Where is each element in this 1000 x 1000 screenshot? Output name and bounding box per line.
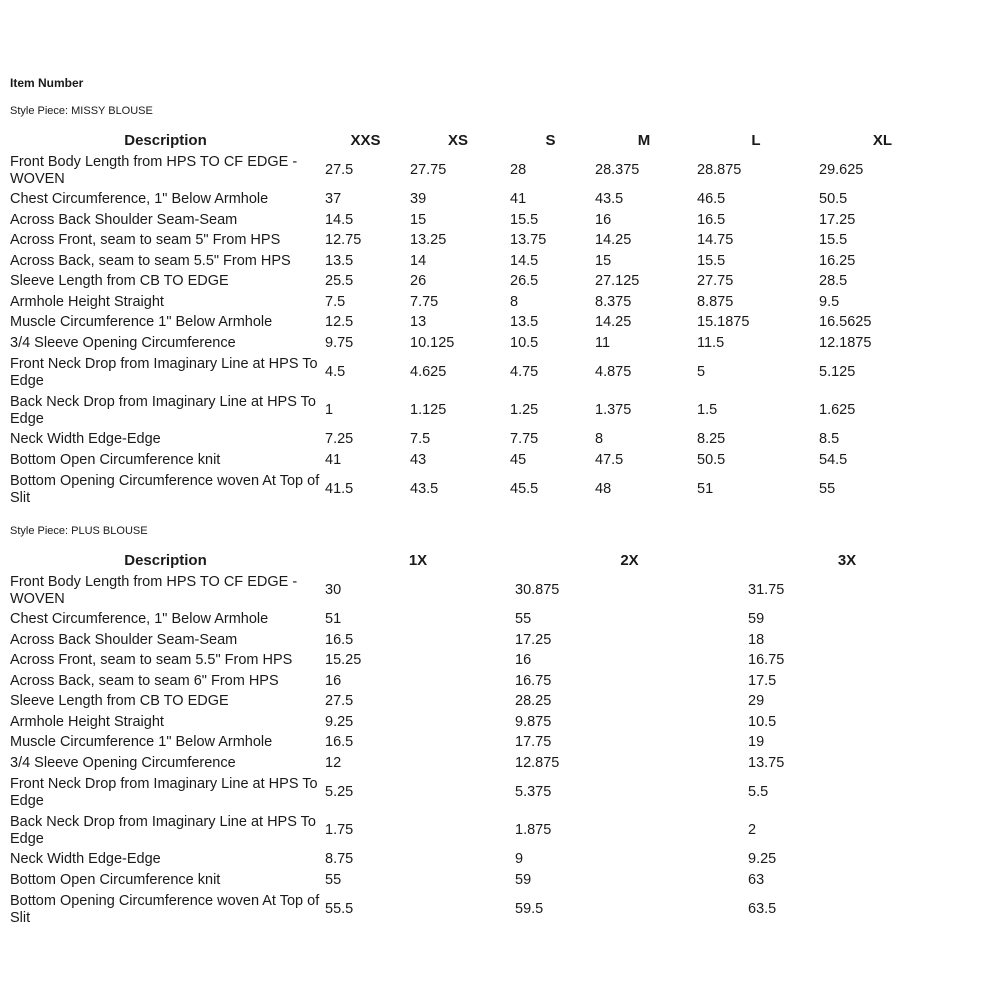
measurement-description: Sleeve Length from CB TO EDGE	[10, 693, 229, 710]
table-row	[8, 850, 948, 871]
plus-style-piece-label: Style Piece: PLUS BLOUSE	[10, 525, 148, 537]
measurement-value: 48	[595, 481, 612, 497]
plus-spec-table	[8, 548, 948, 929]
measurement-value: 7.25	[325, 431, 354, 448]
measurement-value: 5.125	[819, 364, 856, 380]
table-row	[8, 392, 948, 430]
measurement-value: 9	[515, 851, 524, 868]
table-row	[8, 610, 948, 631]
measurement-value: 1.125	[410, 402, 447, 418]
measurement-value: 28.875	[697, 162, 742, 178]
measurement-description: Bottom Opening Circumference woven At Top of Slit	[10, 892, 320, 926]
measurement-value: 43	[410, 451, 427, 468]
plus-table-body	[8, 572, 948, 929]
measurement-value: 28	[510, 162, 527, 178]
measurement-value: 13.25	[410, 232, 447, 249]
table-row	[8, 334, 948, 355]
measurement-value: 10.5	[748, 713, 777, 730]
measurement-value: 1.625	[819, 402, 856, 418]
table-row	[8, 812, 948, 850]
measurement-value: 1.875	[515, 822, 552, 838]
measurement-value: 4.75	[510, 364, 539, 380]
measurement-value: 14.5	[510, 252, 539, 269]
measurement-value: 1.25	[510, 402, 539, 418]
column-header-size: XXS	[350, 131, 381, 149]
measurement-value: 11.5	[697, 334, 725, 351]
measurement-value: 15.5	[510, 211, 539, 228]
measurement-value: 30.875	[515, 582, 560, 598]
measurement-value: 8.25	[697, 431, 726, 448]
measurement-description: Across Back Shoulder Seam-Seam	[10, 631, 238, 648]
measurement-value: 15.1875	[697, 314, 750, 331]
measurement-value: 41	[510, 191, 527, 208]
table-row	[8, 252, 948, 273]
column-header-size: M	[637, 131, 651, 149]
table-row	[8, 672, 948, 693]
measurement-value: 12.875	[515, 754, 560, 771]
measurement-value: 1.375	[595, 402, 632, 418]
measurement-value: 16.75	[515, 672, 552, 689]
measurement-description: Back Neck Drop from Imaginary Line at HPS To Edge	[10, 393, 316, 427]
measurement-value: 16	[595, 211, 612, 228]
missy-style-piece-label: Style Piece: MISSY BLOUSE	[10, 105, 153, 117]
missy-spec-table	[8, 128, 948, 509]
measurement-value: 5.25	[325, 784, 354, 800]
measurement-value: 17.25	[515, 631, 552, 648]
measurement-value: 1	[325, 402, 334, 418]
measurement-description: 3/4 Sleeve Opening Circumference	[10, 754, 236, 771]
column-header-size: XL	[872, 131, 893, 149]
measurement-description: Chest Circumference, 1" Below Armhole	[10, 191, 269, 208]
measurement-value: 14.25	[595, 314, 632, 331]
measurement-value: 15.5	[819, 232, 848, 249]
measurement-value: 45.5	[510, 481, 539, 497]
measurement-value: 13.5	[325, 252, 354, 269]
measurement-value: 14	[410, 252, 427, 269]
measurement-value: 15	[410, 211, 427, 228]
measurement-value: 5.5	[748, 784, 769, 800]
measurement-value: 14.5	[325, 211, 354, 228]
measurement-value: 9.5	[819, 293, 840, 310]
measurement-value: 9.25	[748, 851, 777, 868]
measurement-description: Across Back, seam to seam 5.5" From HPS	[10, 252, 291, 269]
measurement-value: 46.5	[697, 191, 726, 208]
table-row	[8, 692, 948, 713]
measurement-description: Muscle Circumference 1" Below Armhole	[10, 734, 273, 751]
measurement-value: 1.75	[325, 822, 354, 838]
table-row	[8, 272, 948, 293]
measurement-value: 5.375	[515, 784, 552, 800]
measurement-value: 27.125	[595, 273, 640, 290]
column-header-description: Description	[124, 131, 207, 149]
measurement-value: 15	[595, 252, 612, 269]
measurement-value: 28.5	[819, 273, 848, 290]
measurement-value: 63.5	[748, 901, 777, 917]
column-header-size: S	[545, 131, 556, 149]
table-row	[8, 733, 948, 754]
measurement-value: 28.25	[515, 693, 552, 710]
measurement-value: 7.75	[510, 431, 539, 448]
measurement-value: 37	[325, 191, 342, 208]
table-row	[8, 754, 948, 775]
measurement-description: Neck Width Edge-Edge	[10, 851, 161, 868]
table-row	[8, 713, 948, 734]
measurement-value: 17.5	[748, 672, 777, 689]
measurement-value: 55.5	[325, 901, 354, 917]
measurement-value: 27.5	[325, 693, 354, 710]
measurement-value: 47.5	[595, 451, 624, 468]
measurement-value: 19	[748, 734, 765, 751]
measurement-value: 16.5625	[819, 314, 872, 331]
table-row	[8, 471, 948, 509]
measurement-value: 9.875	[515, 713, 552, 730]
measurement-value: 27.5	[325, 162, 354, 178]
measurement-value: 16.5	[325, 734, 354, 751]
measurement-value: 8.75	[325, 851, 354, 868]
column-header-size: 2X	[620, 551, 639, 569]
measurement-description: Chest Circumference, 1" Below Armhole	[10, 611, 269, 628]
measurement-value: 12.75	[325, 232, 362, 249]
measurement-value: 59	[515, 871, 532, 888]
measurement-value: 7.75	[410, 293, 439, 310]
measurement-value: 54.5	[819, 451, 848, 468]
measurement-value: 41	[325, 451, 342, 468]
measurement-value: 59	[748, 611, 765, 628]
measurement-value: 55	[515, 611, 532, 628]
measurement-value: 14.75	[697, 232, 734, 249]
measurement-value: 13	[410, 314, 427, 331]
measurement-value: 51	[697, 481, 714, 497]
column-header-description: Description	[124, 551, 207, 569]
measurement-value: 7.5	[410, 431, 431, 448]
measurement-value: 59.5	[515, 901, 544, 917]
item-number-label: Item Number	[10, 76, 84, 90]
measurement-description: Bottom Open Circumference knit	[10, 451, 221, 468]
plus-header-row	[8, 548, 948, 572]
measurement-value: 41.5	[325, 481, 354, 497]
table-row	[8, 211, 948, 232]
measurement-value: 9.25	[325, 713, 354, 730]
measurement-description: Muscle Circumference 1" Below Armhole	[10, 314, 273, 331]
measurement-value: 15.5	[697, 252, 726, 269]
table-row	[8, 293, 948, 314]
measurement-value: 8.5	[819, 431, 840, 448]
measurement-value: 8.875	[697, 293, 734, 310]
measurement-value: 12.5	[325, 314, 354, 331]
measurement-value: 15.25	[325, 652, 362, 669]
measurement-description: 3/4 Sleeve Opening Circumference	[10, 334, 236, 351]
measurement-value: 27.75	[697, 273, 734, 290]
table-row	[8, 190, 948, 211]
measurement-description: Across Back Shoulder Seam-Seam	[10, 211, 238, 228]
measurement-description: Neck Width Edge-Edge	[10, 431, 161, 448]
column-header-size: L	[751, 131, 761, 149]
table-row	[8, 572, 948, 610]
measurement-description: Across Front, seam to seam 5.5" From HPS	[10, 652, 293, 669]
measurement-value: 55	[325, 871, 342, 888]
measurement-value: 12.1875	[819, 334, 872, 351]
measurement-value: 14.25	[595, 232, 632, 249]
missy-header-row	[8, 128, 948, 152]
measurement-value: 45	[510, 451, 527, 468]
measurement-description: Back Neck Drop from Imaginary Line at HPS To Edge	[10, 813, 316, 847]
measurement-value: 5	[697, 364, 706, 380]
table-row	[8, 631, 948, 652]
measurement-description: Front Body Length from HPS TO CF EDGE - WOVEN	[10, 573, 298, 607]
measurement-value: 29.625	[819, 162, 864, 178]
table-row	[8, 871, 948, 892]
table-row	[8, 891, 948, 929]
measurement-value: 51	[325, 611, 342, 628]
column-header-size: XS	[447, 131, 468, 149]
measurement-description: Across Front, seam to seam 5" From HPS	[10, 232, 281, 249]
measurement-value: 18	[748, 631, 765, 648]
column-header-size: 1X	[408, 551, 428, 569]
table-row	[8, 231, 948, 252]
table-row	[8, 430, 948, 451]
measurement-value: 13.5	[510, 314, 539, 331]
measurement-value: 9.75	[325, 334, 354, 351]
measurement-value: 26	[410, 273, 427, 290]
measurement-value: 17.75	[515, 734, 552, 751]
table-row	[8, 152, 948, 190]
measurement-value: 16	[515, 652, 532, 669]
measurement-value: 17.25	[819, 211, 856, 228]
table-row	[8, 451, 948, 472]
measurement-value: 10.125	[410, 334, 455, 351]
measurement-value: 13.75	[510, 232, 547, 249]
column-header-size: 3X	[837, 551, 857, 569]
measurement-description: Armhole Height Straight	[10, 293, 164, 310]
measurement-description: Front Body Length from HPS TO CF EDGE - WOVEN	[10, 153, 298, 187]
measurement-description: Front Neck Drop from Imaginary Line at HPS To Edge	[10, 355, 318, 389]
measurement-description: Armhole Height Straight	[10, 713, 164, 730]
measurement-value: 29	[748, 693, 765, 710]
measurement-value: 16.25	[819, 252, 856, 269]
measurement-value: 39	[410, 191, 427, 208]
table-row	[8, 651, 948, 672]
measurement-value: 10.5	[510, 334, 539, 351]
measurement-value: 55	[819, 481, 836, 497]
table-row	[8, 774, 948, 812]
measurement-value: 4.875	[595, 364, 632, 380]
measurement-value: 50.5	[819, 191, 848, 208]
measurement-value: 8	[510, 293, 519, 310]
measurement-value: 4.625	[410, 364, 447, 380]
measurement-value: 1.5	[697, 402, 718, 418]
measurement-value: 63	[748, 871, 765, 888]
measurement-value: 16.75	[748, 652, 785, 669]
table-row	[8, 354, 948, 392]
measurement-value: 13.75	[748, 754, 785, 771]
measurement-value: 28.375	[595, 162, 640, 178]
measurement-value: 12	[325, 754, 342, 771]
measurement-value: 4.5	[325, 364, 346, 380]
measurement-description: Front Neck Drop from Imaginary Line at HPS To Edge	[10, 775, 318, 809]
measurement-description: Bottom Opening Circumference woven At Top of Slit	[10, 472, 320, 506]
measurement-value: 2	[748, 822, 757, 838]
measurement-value: 16.5	[325, 631, 354, 648]
measurement-value: 43.5	[595, 191, 624, 208]
measurement-value: 26.5	[510, 273, 539, 290]
table-row	[8, 313, 948, 334]
measurement-description: Bottom Open Circumference knit	[10, 871, 221, 888]
measurement-value: 16	[325, 672, 342, 689]
missy-table-body	[8, 152, 948, 509]
measurement-value: 30	[325, 582, 342, 598]
measurement-description: Sleeve Length from CB TO EDGE	[10, 273, 229, 290]
measurement-value: 11	[595, 334, 611, 351]
measurement-value: 16.5	[697, 211, 726, 228]
measurement-value: 27.75	[410, 162, 447, 178]
measurement-value: 31.75	[748, 582, 785, 598]
measurement-value: 7.5	[325, 293, 346, 310]
measurement-value: 25.5	[325, 273, 354, 290]
measurement-value: 8	[595, 431, 604, 448]
measurement-value: 8.375	[595, 293, 632, 310]
measurement-value: 50.5	[697, 451, 726, 468]
measurement-value: 43.5	[410, 481, 439, 497]
measurement-description: Across Back, seam to seam 6" From HPS	[10, 672, 279, 689]
